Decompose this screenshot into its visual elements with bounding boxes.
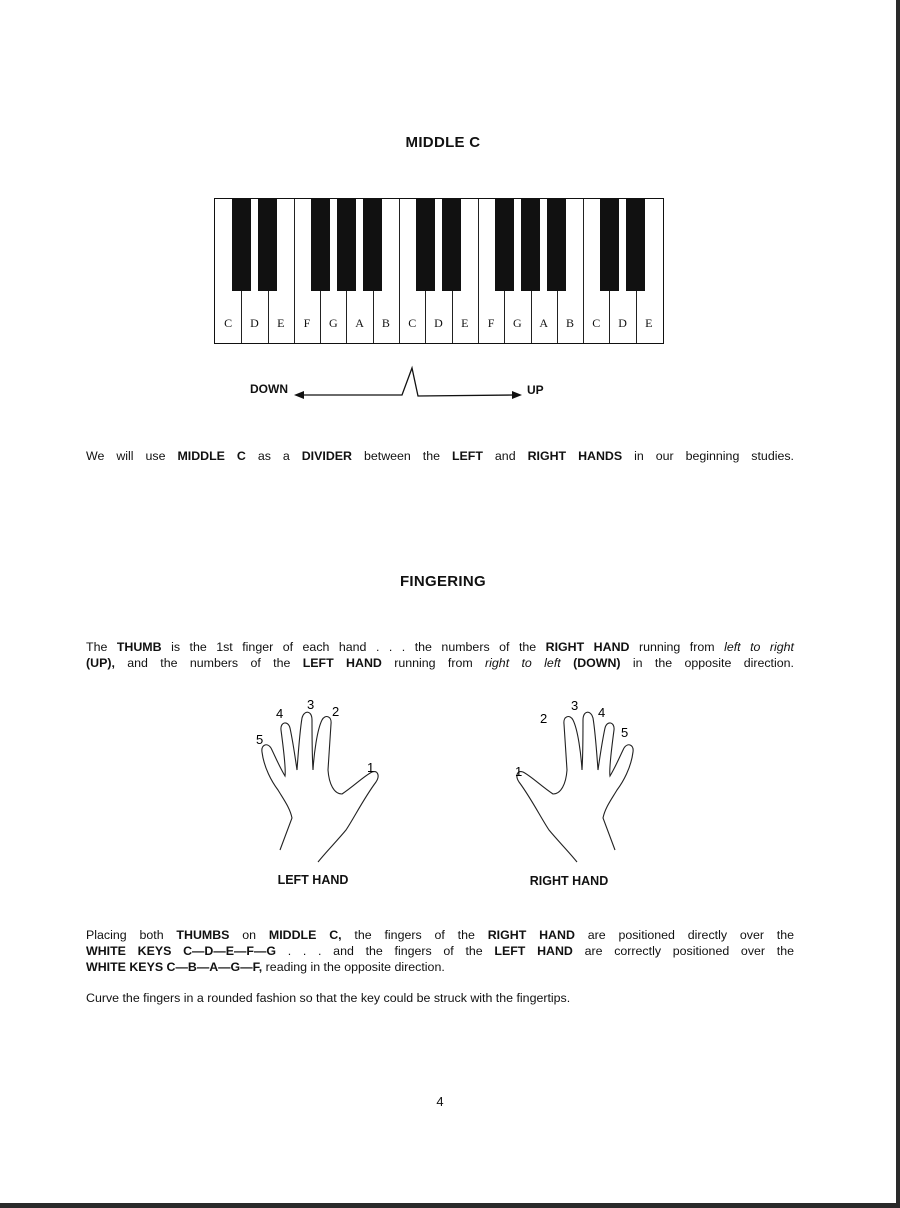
white-key-label: D: [250, 316, 259, 330]
black-key: [600, 199, 619, 291]
black-key: [442, 199, 461, 291]
white-key-label: C: [224, 316, 233, 330]
white-key-label: A: [539, 316, 548, 330]
white-key-label: C: [592, 316, 601, 330]
white-key-label: B: [565, 316, 574, 330]
page-edge-right: [896, 0, 900, 1208]
white-key-label: E: [461, 316, 469, 330]
black-key: [547, 199, 566, 291]
black-key: [495, 199, 514, 291]
left-finger-2: 2: [332, 704, 340, 719]
page-number: 4: [436, 1094, 444, 1109]
white-key-label: F: [487, 316, 495, 330]
white-key-label: B: [381, 316, 390, 330]
left-finger-1: 1: [367, 760, 375, 775]
white-key-label: G: [328, 316, 338, 330]
curve-fingers-description: Curve the fingers in a rounded fashion so that the key could be struck with the fingertips.: [86, 991, 571, 1005]
black-key: [337, 199, 356, 291]
right-finger-2: 2: [540, 711, 548, 726]
right-hand-label: RIGHT HAND: [529, 874, 609, 888]
direction-arrow: [290, 360, 530, 406]
thumb-placement-description: Placing both THUMBS on MIDDLE C, the fingers of the RIGHT HAND are positioned directly over the WHITE KEYS C—D—E—F—G . . . and the fingers of the LEFT HAND are correctly positioned over the WHITE KEYS C—B—A—G—F, reading in the opposite direction.: [86, 928, 795, 974]
black-key: [416, 199, 435, 291]
left-hand-label: LEFT HAND: [277, 873, 349, 887]
white-key-label: G: [513, 316, 522, 330]
up-label: UP: [527, 383, 544, 397]
right-finger-4: 4: [598, 705, 606, 720]
white-key-label: E: [277, 316, 285, 330]
left-finger-5: 5: [256, 732, 264, 747]
black-key: [232, 199, 251, 291]
right-finger-3: 3: [571, 698, 579, 713]
middle-c-heading: MIDDLE C: [405, 134, 481, 151]
right-hand-drawing: [505, 690, 645, 865]
black-key: [258, 199, 277, 291]
black-key: [363, 199, 382, 291]
white-key-label: A: [355, 316, 364, 330]
left-finger-3: 3: [307, 697, 315, 712]
white-key-label: E: [645, 316, 653, 330]
white-key-label: F: [303, 316, 311, 330]
middle-c-description: We will use MIDDLE C as a DIVIDER between the LEFT and RIGHT HANDS in our beginning studies.: [86, 449, 794, 463]
left-finger-4: 4: [276, 706, 284, 721]
black-key: [521, 199, 540, 291]
white-key-label: C: [408, 316, 417, 330]
white-key-label: D: [434, 316, 443, 330]
white-key-label: D: [618, 316, 627, 330]
right-finger-5: 5: [621, 725, 629, 740]
page-edge-bottom: [0, 1203, 900, 1208]
black-key: [626, 199, 645, 291]
left-hand-drawing: [250, 690, 390, 865]
piano-keyboard: [214, 198, 664, 344]
right-finger-1: 1: [515, 764, 523, 779]
black-key: [311, 199, 330, 291]
fingering-heading: FINGERING: [399, 573, 487, 590]
fingering-description: The THUMB is the 1st finger of each hand . . . the numbers of the RIGHT HAND running from left to right (UP), and the numbers of the LEFT HAND running from right to left (DOWN) in the opposite direction.: [86, 640, 794, 670]
down-label: DOWN: [250, 382, 288, 396]
